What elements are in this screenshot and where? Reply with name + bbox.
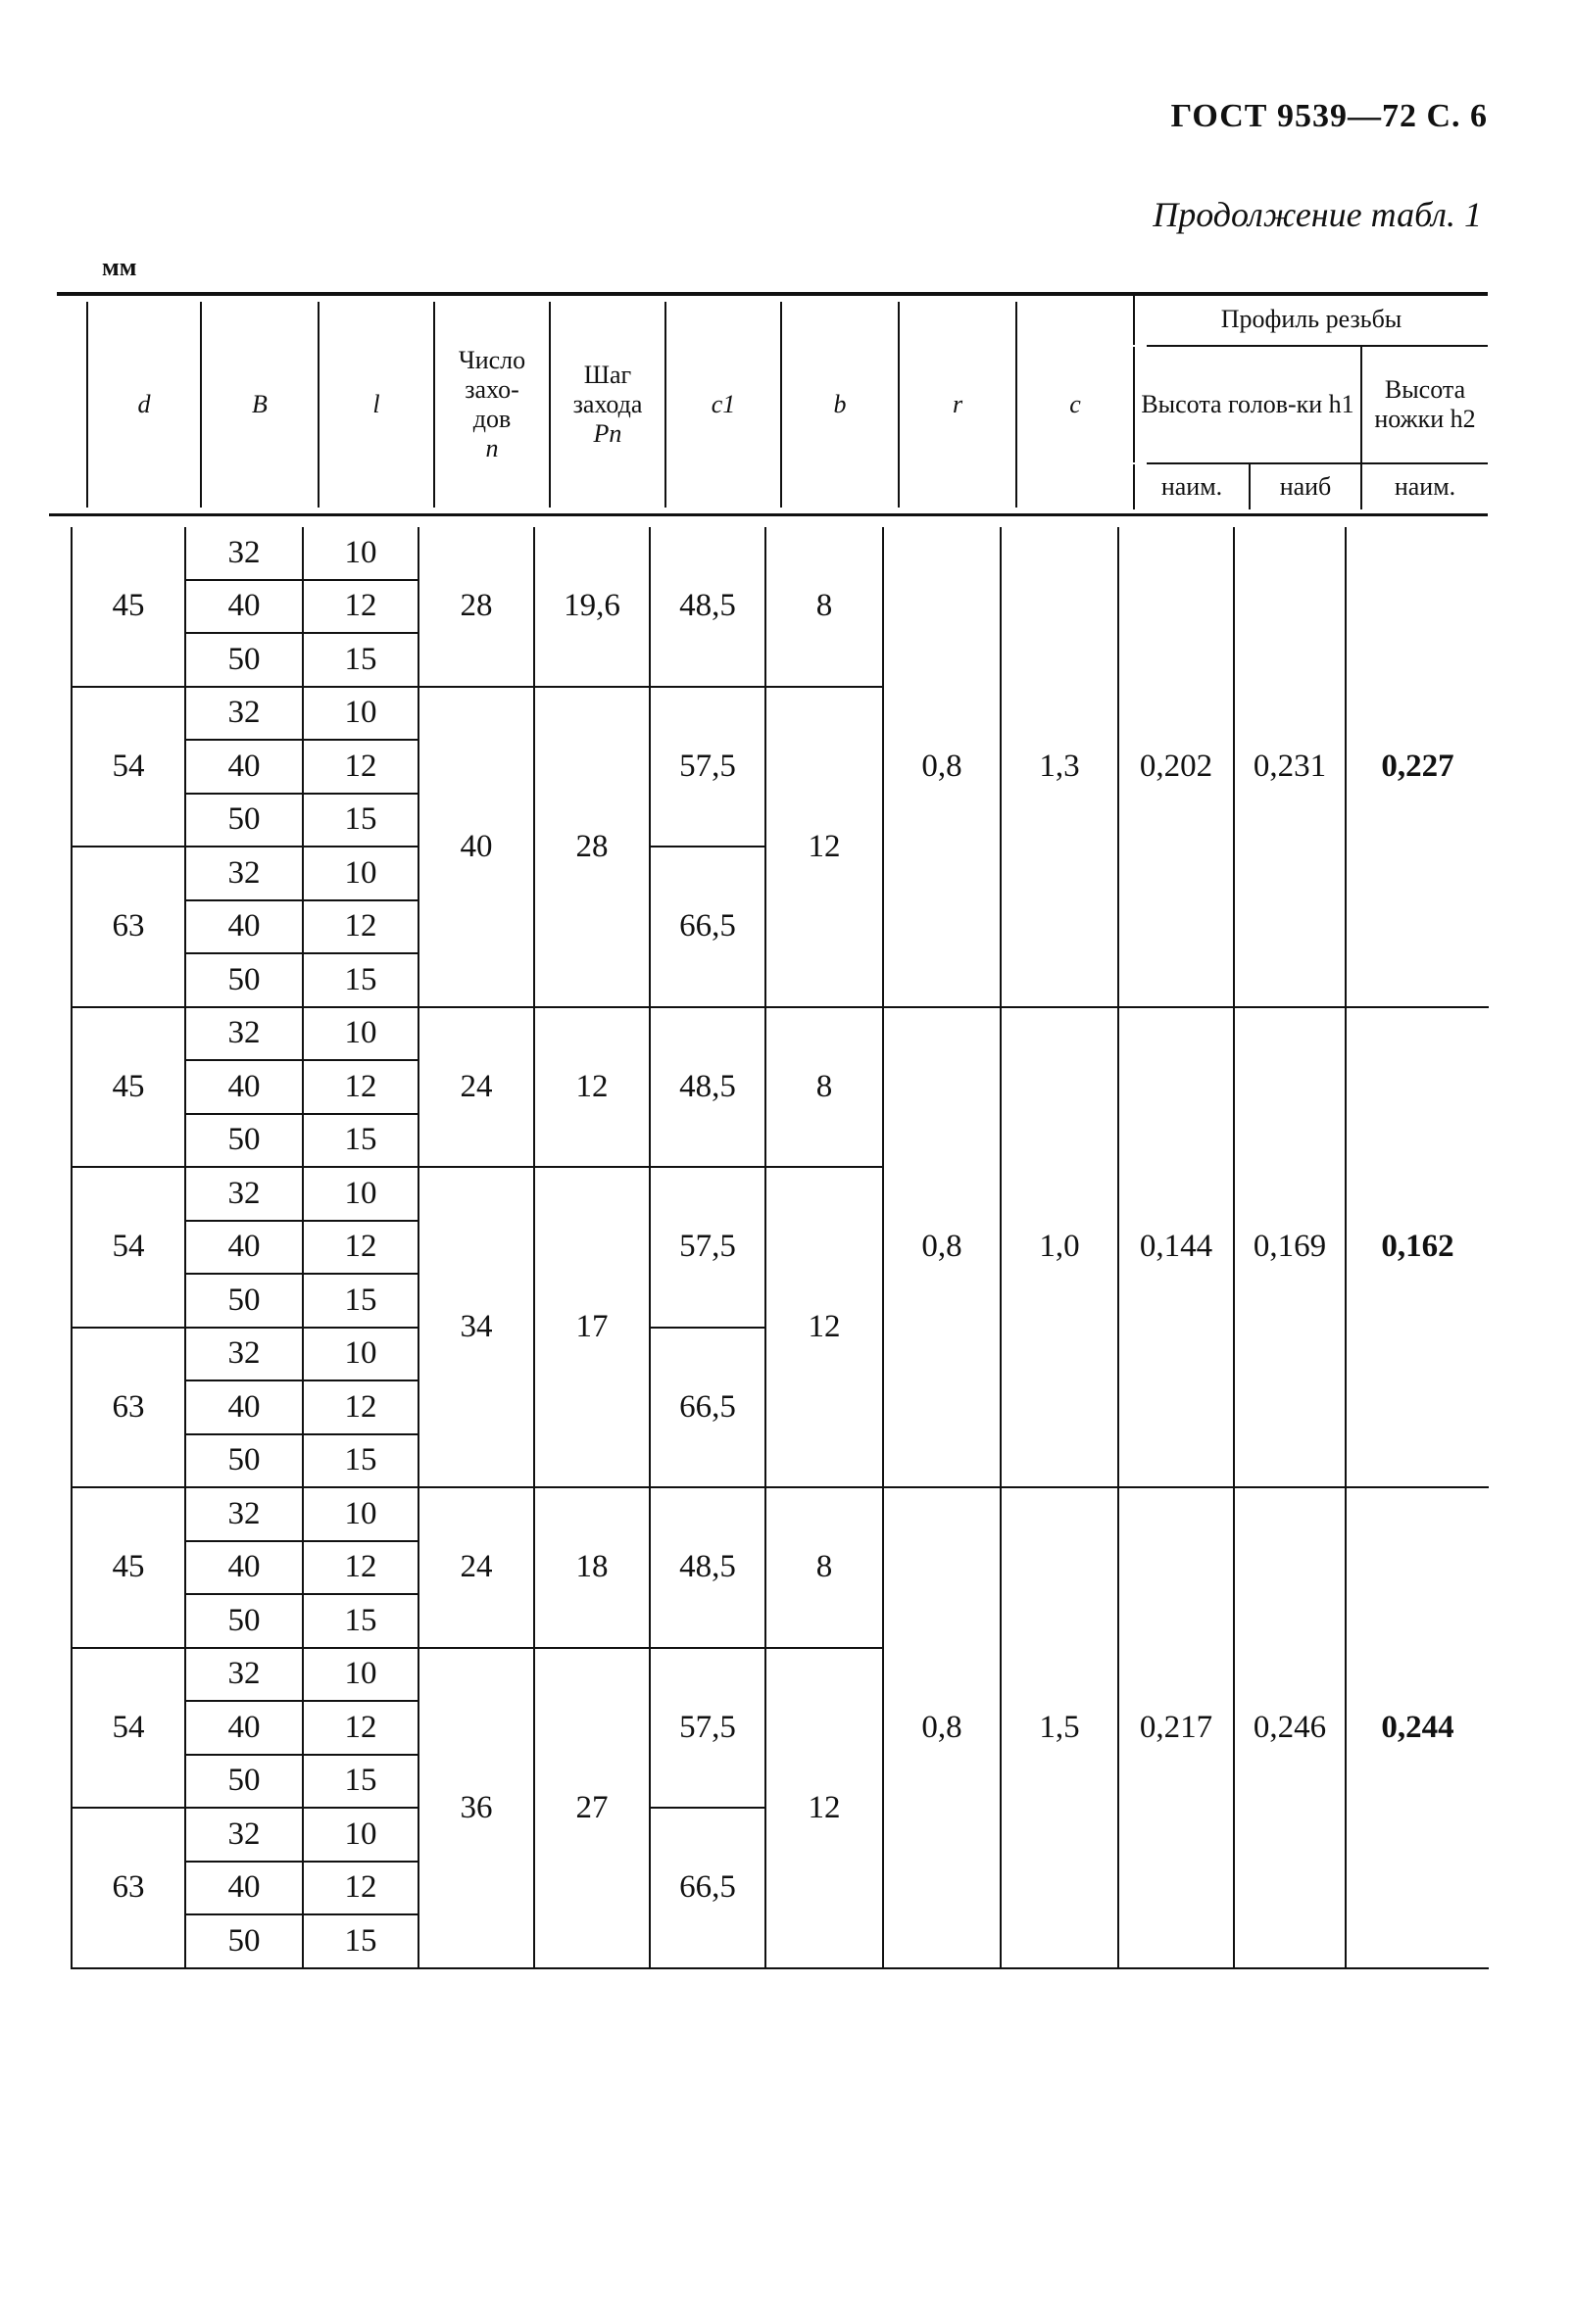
cell-B: 40 <box>185 740 303 794</box>
cell-l: 10 <box>303 527 418 580</box>
cell-l: 12 <box>303 580 418 634</box>
cell-l: 10 <box>303 1648 418 1702</box>
table-row <box>72 1487 1489 1541</box>
cell-B: 40 <box>185 1862 303 1915</box>
cell-n: 36 <box>418 1648 534 1968</box>
col-n-line2: захо- <box>465 375 519 404</box>
cell-d: 63 <box>72 1808 185 1968</box>
cell-l: 12 <box>303 1221 418 1275</box>
cell-B: 32 <box>185 1487 303 1541</box>
cell-c: 1,5 <box>1001 1487 1118 1968</box>
cell-c1: 66,5 <box>650 1808 765 1968</box>
cell-h1-min: 0,202 <box>1118 527 1234 1007</box>
h1-min-header: наим. <box>1133 464 1249 509</box>
cell-c1: 66,5 <box>650 1328 765 1488</box>
cell-l: 15 <box>303 794 418 847</box>
h1-max-header: наиб <box>1249 464 1360 509</box>
cell-b: 12 <box>765 687 883 1007</box>
cell-B: 50 <box>185 633 303 687</box>
cell-c: 1,3 <box>1001 527 1118 1007</box>
col-B-header: B <box>200 302 318 508</box>
cell-B: 32 <box>185 527 303 580</box>
cell-B: 32 <box>185 1808 303 1862</box>
cell-p: 17 <box>534 1167 650 1487</box>
col-c1-header: c1 <box>664 302 780 508</box>
cell-l: 12 <box>303 740 418 794</box>
cell-b: 12 <box>765 1167 883 1487</box>
table-body <box>72 527 1489 1968</box>
cell-d: 54 <box>72 1648 185 1809</box>
cell-h1-max: 0,231 <box>1234 527 1346 1007</box>
thread-data-table <box>71 527 1489 1969</box>
cell-h2-min: 0,244 <box>1346 1487 1489 1968</box>
cell-h1-min: 0,217 <box>1118 1487 1234 1968</box>
cell-d: 45 <box>72 527 185 687</box>
col-p-line1: Шаг <box>583 361 632 389</box>
cell-h2-min: 0,162 <box>1346 1007 1489 1488</box>
cell-B: 40 <box>185 580 303 634</box>
cell-l: 12 <box>303 1380 418 1434</box>
cell-r: 0,8 <box>883 1007 1001 1488</box>
cell-d: 63 <box>72 1328 185 1488</box>
col-r-header: r <box>898 302 1015 508</box>
cell-h1-max: 0,169 <box>1234 1007 1346 1488</box>
table-row <box>72 527 1489 580</box>
cell-B: 50 <box>185 953 303 1007</box>
col-p-symbol: Pn <box>593 419 622 448</box>
cell-B: 32 <box>185 1007 303 1061</box>
cell-B: 40 <box>185 1701 303 1755</box>
cell-l: 15 <box>303 1914 418 1968</box>
profile-group-header: Профиль резьбы <box>1133 294 1488 345</box>
h2-header: Высота ножки h2 <box>1360 347 1488 462</box>
cell-b: 8 <box>765 1007 883 1168</box>
cell-B: 50 <box>185 1914 303 1968</box>
cell-B: 50 <box>185 1274 303 1328</box>
cell-l: 10 <box>303 1007 418 1061</box>
cell-l: 10 <box>303 847 418 900</box>
cell-l: 15 <box>303 953 418 1007</box>
cell-b: 8 <box>765 1487 883 1648</box>
h2-min-header: наим. <box>1360 464 1488 509</box>
cell-l: 15 <box>303 1434 418 1488</box>
cell-B: 32 <box>185 1328 303 1381</box>
cell-p: 19,6 <box>534 527 650 687</box>
table-header <box>57 294 1488 515</box>
cell-l: 12 <box>303 1862 418 1915</box>
cell-B: 40 <box>185 1060 303 1114</box>
cell-d: 54 <box>72 1167 185 1328</box>
cell-b: 8 <box>765 527 883 687</box>
cell-p: 28 <box>534 687 650 1007</box>
cell-B: 50 <box>185 1114 303 1168</box>
cell-l: 10 <box>303 687 418 741</box>
cell-n: 24 <box>418 1007 534 1168</box>
col-p-line2: захода <box>572 390 643 418</box>
cell-b: 12 <box>765 1648 883 1968</box>
cell-l: 15 <box>303 1114 418 1168</box>
cell-B: 32 <box>185 687 303 741</box>
cell-p: 27 <box>534 1648 650 1968</box>
cell-d: 45 <box>72 1487 185 1648</box>
cell-n: 40 <box>418 687 534 1007</box>
col-n-line3: дов <box>472 405 512 433</box>
cell-B: 50 <box>185 1594 303 1648</box>
cell-B: 50 <box>185 794 303 847</box>
cell-l: 10 <box>303 1808 418 1862</box>
cell-n: 24 <box>418 1487 534 1648</box>
cell-l: 12 <box>303 900 418 954</box>
cell-d: 54 <box>72 687 185 847</box>
cell-c: 1,0 <box>1001 1007 1118 1488</box>
cell-B: 32 <box>185 847 303 900</box>
cell-B: 40 <box>185 1380 303 1434</box>
cell-l: 15 <box>303 1594 418 1648</box>
cell-B: 40 <box>185 900 303 954</box>
col-l-header: l <box>318 302 433 508</box>
col-d-header: d <box>86 302 200 508</box>
col-c-header: c <box>1015 302 1133 508</box>
cell-c1: 66,5 <box>650 847 765 1007</box>
cell-c1: 57,5 <box>650 687 765 847</box>
cell-h2-min: 0,227 <box>1346 527 1489 1007</box>
cell-h1-min: 0,144 <box>1118 1007 1234 1488</box>
cell-n: 34 <box>418 1167 534 1487</box>
col-n-header <box>433 302 549 508</box>
cell-l: 12 <box>303 1701 418 1755</box>
cell-l: 10 <box>303 1167 418 1221</box>
col-n-symbol: n <box>485 434 499 462</box>
col-b-header: b <box>780 302 898 508</box>
col-p-header <box>549 302 664 508</box>
cell-B: 32 <box>185 1648 303 1702</box>
cell-p: 12 <box>534 1007 650 1168</box>
cell-n: 28 <box>418 527 534 687</box>
cell-l: 12 <box>303 1060 418 1114</box>
cell-r: 0,8 <box>883 527 1001 1007</box>
cell-l: 15 <box>303 1274 418 1328</box>
cell-l: 15 <box>303 633 418 687</box>
cell-h1-max: 0,246 <box>1234 1487 1346 1968</box>
cell-d: 45 <box>72 1007 185 1168</box>
cell-l: 10 <box>303 1487 418 1541</box>
cell-l: 15 <box>303 1755 418 1809</box>
cell-B: 40 <box>185 1221 303 1275</box>
cell-p: 18 <box>534 1487 650 1648</box>
cell-d: 63 <box>72 847 185 1007</box>
cell-B: 50 <box>185 1755 303 1809</box>
cell-B: 40 <box>185 1541 303 1595</box>
cell-c1: 48,5 <box>650 527 765 687</box>
document-reference: ГОСТ 9539—72 С. 6 <box>1170 98 1488 134</box>
cell-c1: 48,5 <box>650 1007 765 1168</box>
table-row <box>72 1007 1489 1061</box>
cell-l: 10 <box>303 1328 418 1381</box>
unit-label: мм <box>102 253 137 281</box>
cell-r: 0,8 <box>883 1487 1001 1968</box>
cell-B: 50 <box>185 1434 303 1488</box>
cell-c1: 57,5 <box>650 1167 765 1328</box>
cell-l: 12 <box>303 1541 418 1595</box>
table-continuation-caption: Продолжение табл. 1 <box>1153 195 1482 234</box>
h1-header: Высота голов-ки h1 <box>1133 347 1360 462</box>
cell-B: 32 <box>185 1167 303 1221</box>
cell-c1: 48,5 <box>650 1487 765 1648</box>
col-n-line1: Число <box>458 346 526 374</box>
cell-c1: 57,5 <box>650 1648 765 1809</box>
